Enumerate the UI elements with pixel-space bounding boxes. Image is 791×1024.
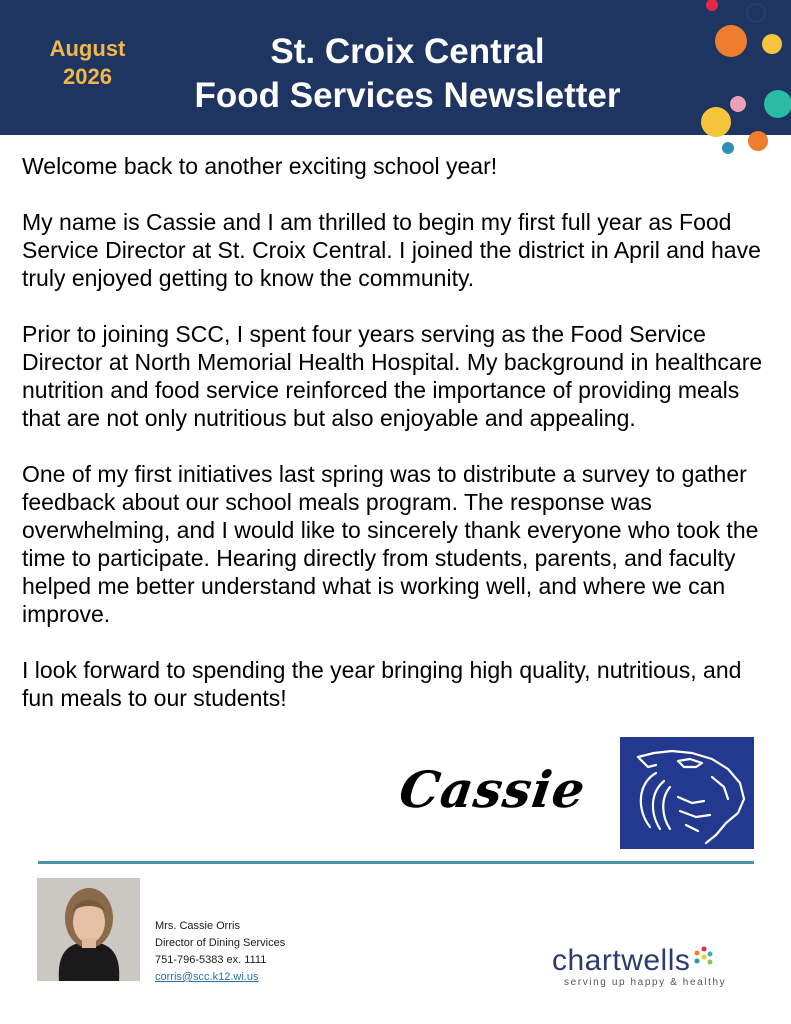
profile-photo — [37, 878, 140, 981]
contact-email-link[interactable]: corris@scc.k12.wi.us — [155, 971, 259, 983]
letter-body — [22, 152, 772, 740]
brand-name: chartwells — [552, 945, 726, 977]
brand-tagline: serving up happy & healthy — [564, 977, 727, 988]
paragraph-welcome: Welcome back to another exciting school year! — [22, 153, 498, 179]
newsletter-header — [0, 0, 791, 135]
section-divider — [38, 861, 754, 864]
title-line-2: Food Services Newsletter — [194, 76, 621, 115]
brand-logo — [552, 945, 726, 988]
paragraph-survey: One of my first initiatives last spring was to distribute a survey to gather feedback about our school meals program. The response was overwhelming, and I would like to sincerely thank everyone who took the time to participate. Hearing directly from students, parents, and faculty helped me better understand what is working well, and where we can improve. — [22, 461, 759, 627]
signature: Cassie — [395, 760, 590, 819]
issue-date — [40, 35, 135, 91]
contact-phone: 751-796-5383 ex. 1111 — [155, 954, 267, 966]
paragraph-background: Prior to joining SCC, I spent four years serving as the Food Service Director at North Memorial Health Hospital. My background in healthcare nutrition and food service reinforced the importance of providing meals that are not only nutritious but also enjoyable and appealing. — [22, 321, 763, 431]
newsletter-title — [150, 30, 665, 118]
panther-logo-icon — [620, 737, 754, 849]
title-line-1: St. Croix Central — [270, 32, 545, 71]
contact-block — [155, 918, 285, 986]
decorative-dots-icon — [690, 0, 791, 160]
paragraph-closing: I look forward to spending the year bringing high quality, nutritious, and fun meals to our students! — [22, 657, 742, 711]
issue-month: August — [49, 36, 126, 61]
issue-year: 2026 — [63, 64, 112, 89]
brand-dots-icon — [692, 945, 714, 969]
contact-name: Mrs. Cassie Orris — [155, 920, 240, 932]
contact-role: Director of Dining Services — [155, 937, 286, 949]
paragraph-intro: My name is Cassie and I am thrilled to begin my first full year as Food Service Director at St. Croix Central. I joined the district in April and have truly enjoyed getting to know the community. — [22, 209, 761, 291]
